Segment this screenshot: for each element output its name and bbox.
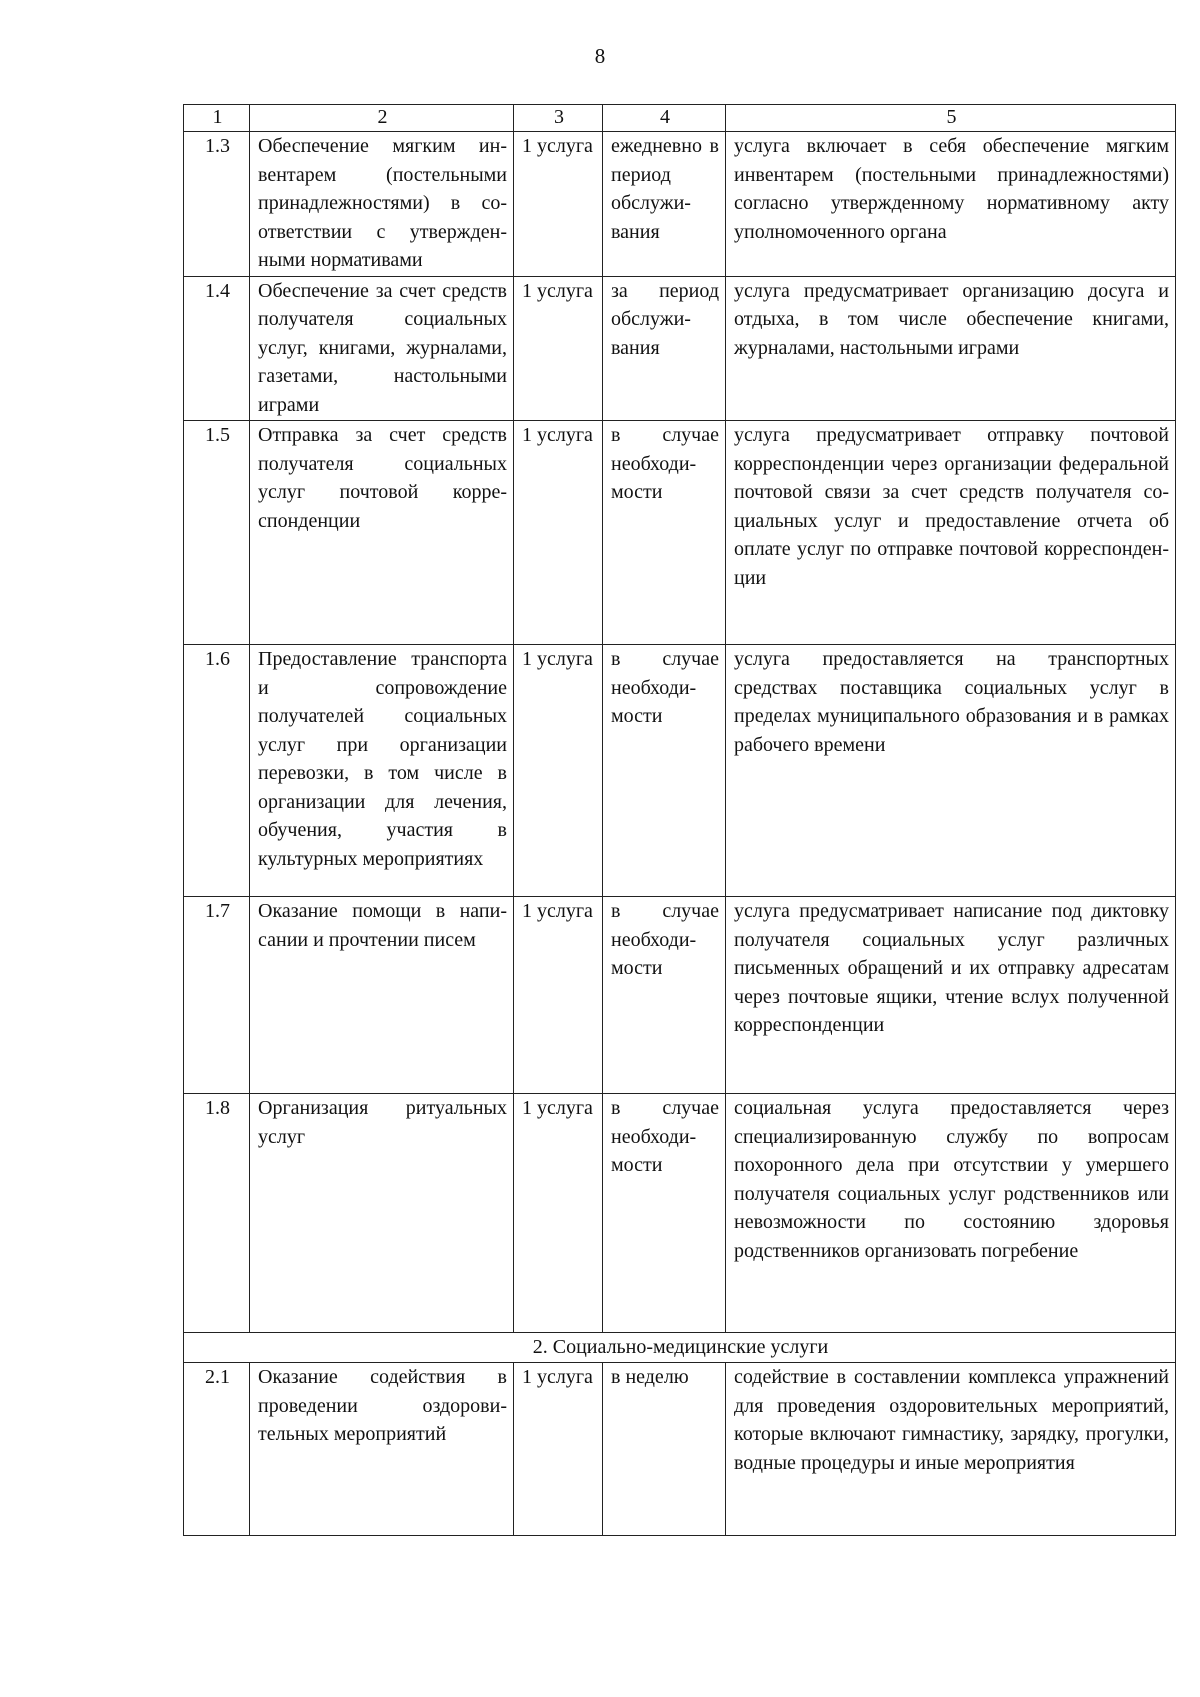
service-name: Отправка за счет средств получателя социальных услуг почтовой корреспонденции	[250, 421, 514, 645]
column-header: 5	[726, 105, 1176, 132]
row-number: 1.3	[184, 132, 250, 277]
service-unit: 1 услуга	[514, 897, 603, 1094]
table-row	[184, 645, 1176, 897]
column-header: 4	[603, 105, 726, 132]
service-description: услуга предусматривает написание под диктовку получателя социальных услуг различных письменных обращений и их отправку адресатам через почтовые ящики, чтение вслух полученной корреспонденции	[726, 897, 1176, 1094]
service-name: Оказание содействия в проведении оздоровительных мероприятий	[250, 1363, 514, 1536]
section-row	[184, 1333, 1176, 1363]
service-period: за период обслуживания	[603, 276, 726, 421]
service-description: услуга предоставляется на транспортных средствах поставщика социальных услуг в пределах муниципального образования и в рамках рабочего времени	[726, 645, 1176, 897]
service-name: Оказание помощи в написании и прочтении писем	[250, 897, 514, 1094]
service-period: в неделю	[603, 1363, 726, 1536]
service-period: в случае необходимости	[603, 897, 726, 1094]
service-description: содействие в составлении комплекса упражнений для проведения оздоровительных мероприятий, которые включают гимнастику, зарядку, прогулки, водные процедуры и иные мероприятия	[726, 1363, 1176, 1536]
table-header-row	[184, 105, 1176, 132]
service-period: в случае необходимости	[603, 645, 726, 897]
row-number: 1.6	[184, 645, 250, 897]
service-unit: 1 услуга	[514, 276, 603, 421]
row-number: 1.5	[184, 421, 250, 645]
service-description: услуга предусматривает организацию досуга и отдыха, в том числе обеспечение книгами, журналами, настольными играми	[726, 276, 1176, 421]
page-number: 8	[594, 44, 606, 68]
table-row	[184, 132, 1176, 277]
column-header: 3	[514, 105, 603, 132]
service-name: Предоставление транспорта и сопровождение получателей социальных услуг при организации перевозки, в том числе в организации для лечения, обучения, участия в культурных мероприятиях	[250, 645, 514, 897]
service-description: услуга предусматривает отправку почтовой корреспонденции через организации федеральной почтовой связи за счет средств получателя социальных услуг и предоставление отчета об оплате услуг по отправке почтовой корреспонденции	[726, 421, 1176, 645]
row-number: 1.4	[184, 276, 250, 421]
services-table	[183, 104, 1176, 1536]
service-period: ежедневно в период обслуживания	[603, 132, 726, 277]
service-period: в случае необходимости	[603, 421, 726, 645]
table-row	[184, 276, 1176, 421]
row-number: 2.1	[184, 1363, 250, 1536]
row-number: 1.8	[184, 1094, 250, 1333]
table-row	[184, 421, 1176, 645]
table-row	[184, 897, 1176, 1094]
table-row	[184, 1094, 1176, 1333]
service-description: услуга включает в себя обеспечение мягким инвентарем (постельными принадлежностями) согласно утвержденному нормативному акту уполномоченного органа	[726, 132, 1176, 277]
service-unit: 1 услуга	[514, 1094, 603, 1333]
service-name: Обеспечение мягким инвентарем (постельными принадлежностями) в соответствии с утвержденными нормативами	[250, 132, 514, 277]
service-unit: 1 услуга	[514, 1363, 603, 1536]
service-name: Организация ритуальных услуг	[250, 1094, 514, 1333]
row-number: 1.7	[184, 897, 250, 1094]
service-period: в случае необходимости	[603, 1094, 726, 1333]
service-unit: 1 услуга	[514, 645, 603, 897]
table-row	[184, 1363, 1176, 1536]
service-description: социальная услуга предоставляется через специализированную службу по вопросам похоронного дела при отсутствии у умершего получателя социальных услуг родственников или невозможности по состоянию здоровья родственников организовать погребение	[726, 1094, 1176, 1333]
service-unit: 1 услуга	[514, 421, 603, 645]
service-name: Обеспечение за счет средств получателя социальных услуг, книгами, журналами, газетами, настольными играми	[250, 276, 514, 421]
section-title: 2. Социально-медицинские услуги	[184, 1333, 1176, 1363]
service-unit: 1 услуга	[514, 132, 603, 277]
column-header: 2	[250, 105, 514, 132]
column-header: 1	[184, 105, 250, 132]
